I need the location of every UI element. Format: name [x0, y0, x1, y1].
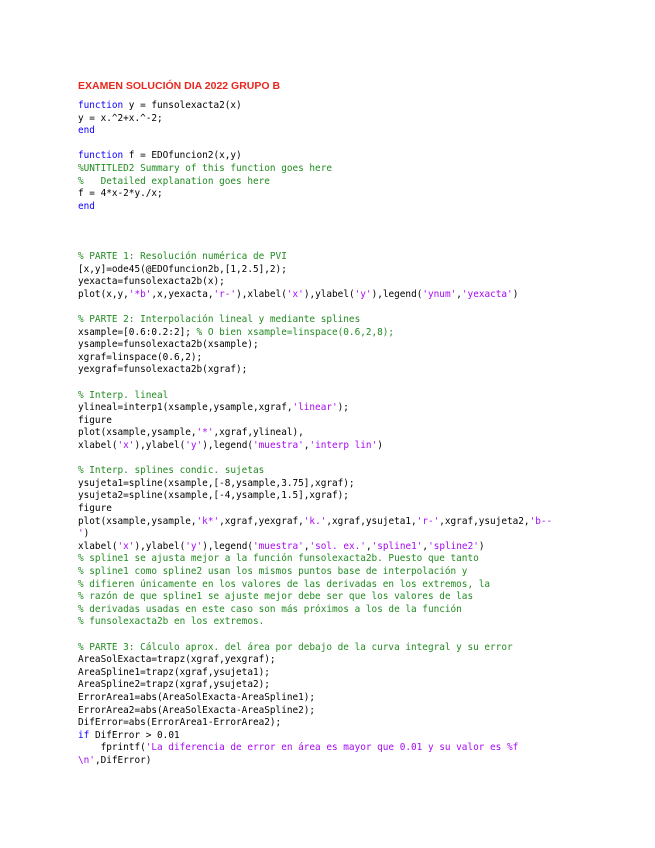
code-string: '*b'	[128, 288, 152, 300]
code-line	[78, 516, 638, 529]
code-string: 'spline2'	[428, 540, 479, 552]
code-line	[78, 100, 638, 113]
code-text: ),ylabel(	[134, 440, 186, 452]
code-text: ,DifError)	[94, 754, 152, 766]
code-text: ,	[422, 540, 429, 552]
code-text: xgraf=linspace(0.6,2);	[78, 351, 203, 363]
code-text: yexgraf=funsolexacta2b(xgraf);	[78, 364, 248, 376]
code-line	[78, 503, 638, 516]
code-line	[78, 352, 638, 365]
code-line	[78, 717, 638, 730]
code-line	[78, 642, 638, 655]
code-comment: % difieren únicamente en los valores de las derivadas en los extremos, la	[78, 578, 491, 590]
blank-line	[78, 239, 638, 252]
code-line	[78, 364, 638, 377]
code-text: ,	[456, 288, 462, 300]
code-string: 'yexacta'	[461, 288, 513, 300]
code-text: plot(xsample,ysample,	[78, 515, 197, 527]
code-line	[78, 150, 638, 163]
blank-line	[78, 377, 638, 390]
code-keyword: end	[78, 125, 95, 137]
code-line	[78, 478, 638, 491]
code-string: 'ynum'	[422, 288, 457, 300]
code-string: 'x'	[117, 540, 135, 552]
code-text: ),legend(	[202, 540, 254, 552]
code-line	[78, 667, 638, 680]
code-string: 'spline1'	[371, 540, 423, 552]
code-text: AreaSpline2=trapz(xgraf,ysujeta2);	[78, 679, 270, 691]
code-comment: % spline1 como spline2 usan los mismos puntos base de interpolación y	[78, 565, 468, 577]
code-line	[78, 730, 638, 743]
code-text: f = EDOfuncion2(x,y)	[123, 150, 242, 162]
document-title: EXAMEN SOLUCIÓN DIA 2022 GRUPO B	[78, 80, 281, 92]
code-line	[78, 327, 638, 340]
code-line	[78, 541, 638, 554]
code-string: 'y'	[185, 440, 203, 452]
code-text: ),xlabel(	[236, 288, 287, 300]
code-text: ),ylabel(	[134, 540, 186, 552]
code-text: );	[337, 402, 349, 414]
code-text: ,	[365, 540, 372, 552]
code-comment: % PARTE 1: Resolución numérica de PVI	[78, 251, 287, 263]
code-text: ErrorArea2=abs(AreaSolExacta-AreaSpline2);	[78, 704, 316, 716]
code-line	[78, 113, 638, 126]
code-line	[78, 679, 638, 692]
code-text: xlabel(	[78, 540, 118, 552]
code-comment: % razón de que spline1 se ajuste mejor debe ser que los valores de las	[78, 591, 474, 603]
code-text: ),legend(	[371, 288, 423, 300]
code-comment: % spline1 se ajusta mejor a la función funsolexacta2b. Puesto que tanto	[78, 553, 479, 565]
code-text: AreaSolExacta=trapz(xgraf,yexgraf);	[78, 654, 276, 666]
blank-line	[78, 213, 638, 226]
code-text: plot(xsample,ysample,	[78, 427, 197, 439]
code-text: ErrorArea1=abs(AreaSolExacta-AreaSpline1);	[78, 691, 316, 703]
code-text: AreaSpline1=trapz(xgraf,ysujeta1);	[78, 666, 270, 678]
code-string: '*'	[196, 427, 214, 439]
code-comment: %UNTITLED2 Summary of this function goes here	[78, 162, 332, 174]
code-comment: % PARTE 2: Interpolación lineal y mediante splines	[78, 314, 361, 326]
code-line	[78, 125, 638, 138]
code-string: 'x'	[117, 440, 135, 452]
code-line	[78, 163, 638, 176]
code-text: xlabel(	[78, 440, 118, 452]
code-line	[78, 604, 638, 617]
code-string: 'r-'	[416, 515, 440, 527]
code-string: 'k*'	[196, 515, 220, 527]
code-text: ,	[303, 440, 310, 452]
code-line	[78, 188, 638, 201]
code-keyword: function	[78, 100, 124, 111]
code-string: 'k.'	[303, 515, 327, 527]
code-text: figure	[78, 414, 112, 426]
code-line	[78, 692, 638, 705]
code-string: 'r-'	[213, 288, 237, 300]
code-text: figure	[78, 503, 112, 514]
code-comment: % funsolexacta2b en los extremos.	[78, 616, 265, 628]
code-line	[78, 616, 638, 629]
blank-line	[78, 629, 638, 642]
code-text: DifError > 0.01	[89, 729, 180, 741]
code-line	[78, 528, 638, 541]
code-string: \n'	[78, 754, 95, 766]
code-line	[78, 440, 638, 453]
blank-line	[78, 453, 638, 466]
code-string: 'sol. ex.'	[309, 540, 366, 552]
code-text: )	[83, 528, 90, 540]
code-line	[78, 579, 638, 592]
code-comment: % PARTE 3: Cálculo aprox. del área por debajo de la curva integral y su error	[78, 641, 513, 653]
code-text: ,xgraf,ylineal),	[213, 427, 304, 439]
code-text: y = x.^2+x.^-2;	[78, 112, 163, 124]
code-comment: % O bien xsample=linspace(0.6,2,8);	[196, 326, 395, 338]
code-text: fprintf(	[78, 742, 146, 754]
code-text: )	[478, 540, 485, 552]
code-line	[78, 755, 638, 768]
code-text: )	[377, 440, 383, 452]
code-line	[78, 591, 638, 604]
matlab-code-block	[78, 100, 638, 767]
code-text: ),legend(	[202, 440, 254, 452]
code-line	[78, 339, 638, 352]
code-line	[78, 465, 638, 478]
code-line	[78, 415, 638, 428]
code-text: [x,y]=ode45(@EDOfuncion2b,[1,2.5],2);	[78, 263, 287, 275]
code-line	[78, 314, 638, 327]
code-text: ysample=funsolexacta2b(xsample);	[78, 339, 259, 351]
code-line	[78, 553, 638, 566]
code-line	[78, 276, 638, 289]
code-line	[78, 566, 638, 579]
code-text: ,xgraf,yexgraf,	[219, 515, 304, 527]
code-line	[78, 402, 638, 415]
code-text: xsample=[0.6:0.2:2];	[78, 326, 197, 338]
code-line	[78, 742, 638, 755]
code-text: DifError=abs(ErrorArea1-ErrorArea2);	[78, 717, 282, 729]
code-string: 'b--	[529, 515, 553, 527]
code-keyword: end	[78, 200, 95, 212]
code-string: 'y'	[354, 288, 372, 300]
code-text: plot(x,y,	[78, 288, 129, 300]
code-string: 'linear'	[292, 402, 338, 414]
code-text: yexacta=funsolexacta2b(x);	[78, 276, 225, 288]
code-text: ),ylabel(	[303, 288, 355, 300]
code-text: ysujeta2=spline(xsample,[-4,ysample,1.5],xgraf);	[78, 490, 349, 502]
code-string: 'La diferencia de error en área es mayor que 0.01 y su valor es %f	[145, 742, 519, 754]
code-line	[78, 251, 638, 264]
code-string: '	[78, 528, 84, 540]
code-line	[78, 390, 638, 403]
code-comment: % Detailed explanation goes here	[78, 175, 270, 187]
code-text: ysujeta1=spline(xsample,[-8,ysample,3.75],xgraf);	[78, 477, 355, 489]
code-keyword: function	[78, 150, 124, 162]
code-comment: % Interp. splines condic. sujetas	[78, 465, 265, 477]
code-line	[78, 289, 638, 302]
code-string: 'interp lin'	[309, 440, 378, 452]
code-text: f = 4*x-2*y./x;	[78, 188, 163, 200]
code-line	[78, 705, 638, 718]
code-string: 'x'	[286, 288, 304, 300]
code-line	[78, 490, 638, 503]
code-text: y = funsolexacta2(x)	[123, 100, 242, 111]
blank-line	[78, 226, 638, 239]
code-line	[78, 654, 638, 667]
code-string: 'y'	[185, 540, 203, 552]
code-line	[78, 264, 638, 277]
code-text: ,xgraf,ysujeta2,	[439, 515, 530, 527]
code-line	[78, 201, 638, 214]
code-string: 'muestra'	[253, 440, 304, 452]
code-line	[78, 427, 638, 440]
blank-line	[78, 302, 638, 315]
code-text: ,x,yexacta,	[151, 288, 214, 300]
code-line	[78, 176, 638, 189]
code-comment: % derivadas usadas en este caso son más próximos a los de la función	[78, 603, 462, 615]
code-string: 'muestra'	[253, 540, 304, 552]
code-text: ylineal=interp1(xsample,ysample,xgraf,	[78, 402, 293, 414]
code-text: ,xgraf,ysujeta1,	[326, 515, 417, 527]
code-text: )	[512, 288, 519, 300]
code-keyword: if	[78, 729, 90, 741]
blank-line	[78, 138, 638, 151]
code-text: ,	[303, 540, 310, 552]
code-comment: % Interp. lineal	[78, 389, 169, 401]
